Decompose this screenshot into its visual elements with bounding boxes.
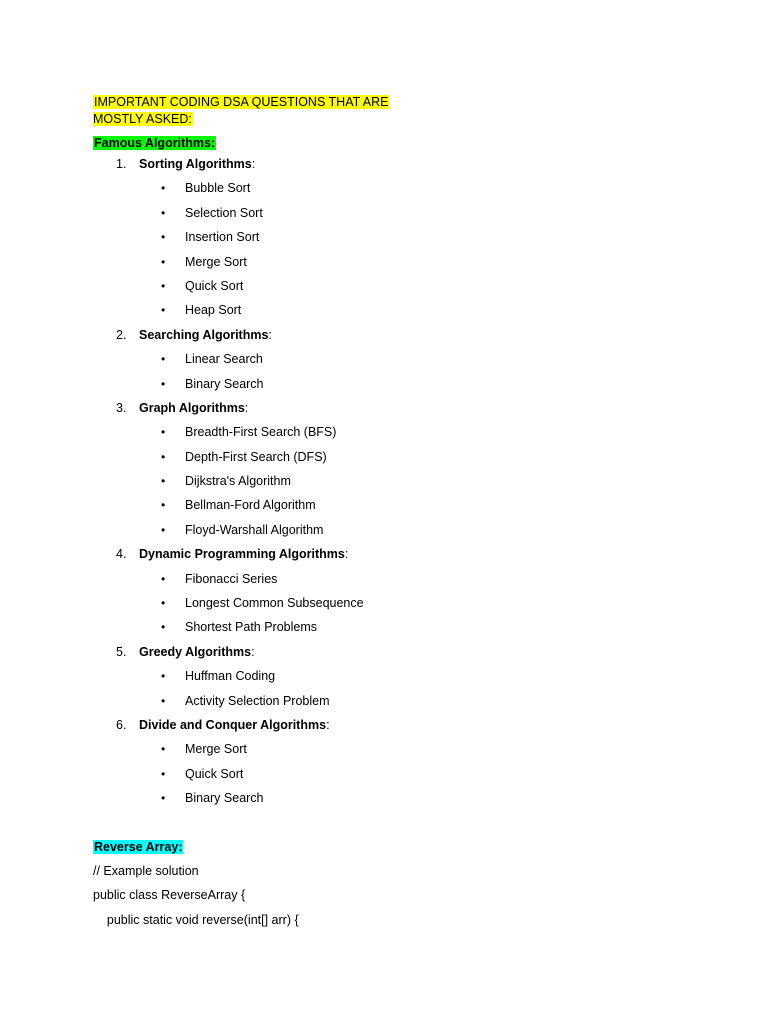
algorithm-category-name	[139, 323, 272, 347]
bullet-icon: •	[161, 278, 166, 293]
algorithm-sublist	[93, 737, 693, 810]
list-number: 5.	[116, 644, 127, 659]
algorithm-category-label: Divide and Conquer Algorithms	[139, 717, 327, 732]
list-item-label: Binary Search	[185, 376, 264, 391]
list-number: 3.	[116, 400, 127, 415]
list-item	[93, 225, 693, 249]
list-item-label: Linear Search	[185, 352, 263, 367]
bullet-icon: •	[161, 254, 166, 269]
list-item-label: Bellman-Ford Algorithm	[185, 498, 316, 513]
algorithm-category	[93, 542, 693, 640]
colon: :	[251, 644, 255, 659]
bullet-icon: •	[161, 620, 166, 635]
bullet-icon: •	[161, 449, 166, 464]
algorithm-category	[93, 323, 693, 396]
algorithm-category-name	[139, 152, 255, 176]
list-item-label: Activity Selection Problem	[185, 693, 330, 708]
algorithm-category-name	[139, 713, 330, 737]
list-item	[93, 347, 693, 371]
reverse-array-heading	[93, 837, 693, 857]
bullet-icon: •	[161, 376, 166, 391]
list-item	[93, 445, 693, 469]
colon: :	[268, 327, 272, 342]
algorithm-category-label: Greedy Algorithms	[139, 644, 252, 659]
algorithm-category-label: Searching Algorithms	[139, 327, 269, 342]
list-item	[93, 786, 693, 810]
list-item-label: Quick Sort	[185, 766, 244, 781]
code-line: // Example solution	[93, 864, 199, 878]
list-number: 1.	[116, 157, 127, 171]
list-item-label: Longest Common Subsequence	[185, 596, 364, 611]
algorithm-category-label: Dynamic Programming Algorithms	[139, 547, 345, 562]
list-item-label: Dijkstra's Algorithm	[185, 474, 291, 489]
list-item	[93, 762, 693, 786]
bullet-icon: •	[161, 669, 166, 684]
algorithm-sublist	[93, 420, 693, 542]
list-item-label: Selection Sort	[185, 205, 263, 220]
list-item-label: Quick Sort	[185, 278, 244, 293]
list-item	[93, 274, 693, 298]
list-item	[93, 250, 693, 274]
algorithm-sublist	[93, 347, 693, 396]
algorithm-category-label: Sorting Algorithms	[139, 157, 252, 171]
list-item-label: Insertion Sort	[185, 230, 260, 245]
list-item	[93, 615, 693, 639]
algorithm-category-name	[139, 640, 255, 664]
list-item	[93, 176, 693, 200]
algorithm-category-name	[139, 396, 248, 420]
list-item	[93, 469, 693, 493]
list-number: 6.	[116, 717, 127, 732]
list-number: 4.	[116, 547, 127, 562]
list-item-label: Breadth-First Search (BFS)	[185, 425, 337, 440]
bullet-icon: •	[161, 303, 166, 318]
list-item	[93, 372, 693, 396]
bullet-icon: •	[161, 596, 166, 611]
list-item	[93, 591, 693, 615]
bullet-icon: •	[161, 693, 166, 708]
algorithm-sublist	[93, 664, 693, 713]
list-number: 2.	[116, 327, 127, 342]
algorithm-sublist	[93, 567, 693, 640]
algorithm-category	[93, 640, 693, 713]
reverse-heading-text: Reverse Array:	[94, 840, 183, 854]
list-item-label: Floyd-Warshall Algorithm	[185, 522, 324, 537]
algorithm-category-label: Graph Algorithms	[139, 400, 245, 415]
list-item	[93, 420, 693, 444]
bullet-icon: •	[161, 425, 166, 440]
code-block	[93, 859, 693, 932]
bullet-icon: •	[161, 571, 166, 586]
bullet-icon: •	[161, 742, 166, 757]
algorithm-category-row	[93, 396, 693, 420]
document-page	[93, 94, 693, 811]
algorithm-sublist	[93, 176, 693, 322]
list-item-label: Merge Sort	[185, 742, 247, 757]
list-item-label: Shortest Path Problems	[185, 620, 318, 635]
colon: :	[344, 547, 349, 562]
famous-algorithms-heading	[93, 135, 693, 152]
list-item	[93, 689, 693, 713]
bullet-icon: •	[161, 474, 166, 489]
famous-heading-text: Famous Algorithms:	[94, 136, 216, 150]
list-item-label: Bubble Sort	[185, 181, 251, 196]
list-item-label: Depth-First Search (DFS)	[185, 449, 327, 464]
colon: :	[244, 400, 249, 415]
bullet-icon: •	[161, 181, 166, 196]
bullet-icon: •	[161, 522, 166, 537]
list-item	[93, 567, 693, 591]
code-line: public static void reverse(int[] arr) {	[93, 912, 299, 927]
algorithm-category	[93, 152, 693, 323]
algorithm-category	[93, 396, 693, 542]
reverse-array-section	[93, 837, 693, 932]
list-item	[93, 201, 693, 225]
list-item	[93, 493, 693, 517]
algorithm-category-row	[93, 542, 693, 566]
list-item-label: Huffman Coding	[185, 669, 276, 684]
list-item	[93, 298, 693, 322]
algorithm-list	[93, 152, 693, 811]
algorithm-category-row	[93, 323, 693, 347]
list-item-label: Fibonacci Series	[185, 571, 278, 586]
algorithm-category-name	[139, 542, 348, 566]
list-item-label: Binary Search	[185, 791, 264, 806]
algorithm-category-row	[93, 713, 693, 737]
title-text: IMPORTANT CODING DSA QUESTIONS THAT ARE MOSTLY ASKED:	[93, 95, 389, 126]
algorithm-category-row	[93, 152, 693, 176]
bullet-icon: •	[161, 230, 166, 245]
bullet-icon: •	[161, 352, 166, 367]
document-title	[93, 94, 433, 128]
bullet-icon: •	[161, 498, 166, 513]
colon: :	[326, 717, 330, 732]
list-item-label: Merge Sort	[185, 254, 247, 269]
list-item	[93, 518, 693, 542]
list-item	[93, 664, 693, 688]
list-item	[93, 737, 693, 761]
algorithm-category	[93, 713, 693, 811]
code-line: public class ReverseArray {	[93, 888, 246, 903]
bullet-icon: •	[161, 766, 166, 781]
algorithm-category-row	[93, 640, 693, 664]
bullet-icon: •	[161, 791, 166, 806]
bullet-icon: •	[161, 205, 166, 220]
list-item-label: Heap Sort	[185, 303, 242, 318]
colon: :	[251, 157, 256, 171]
